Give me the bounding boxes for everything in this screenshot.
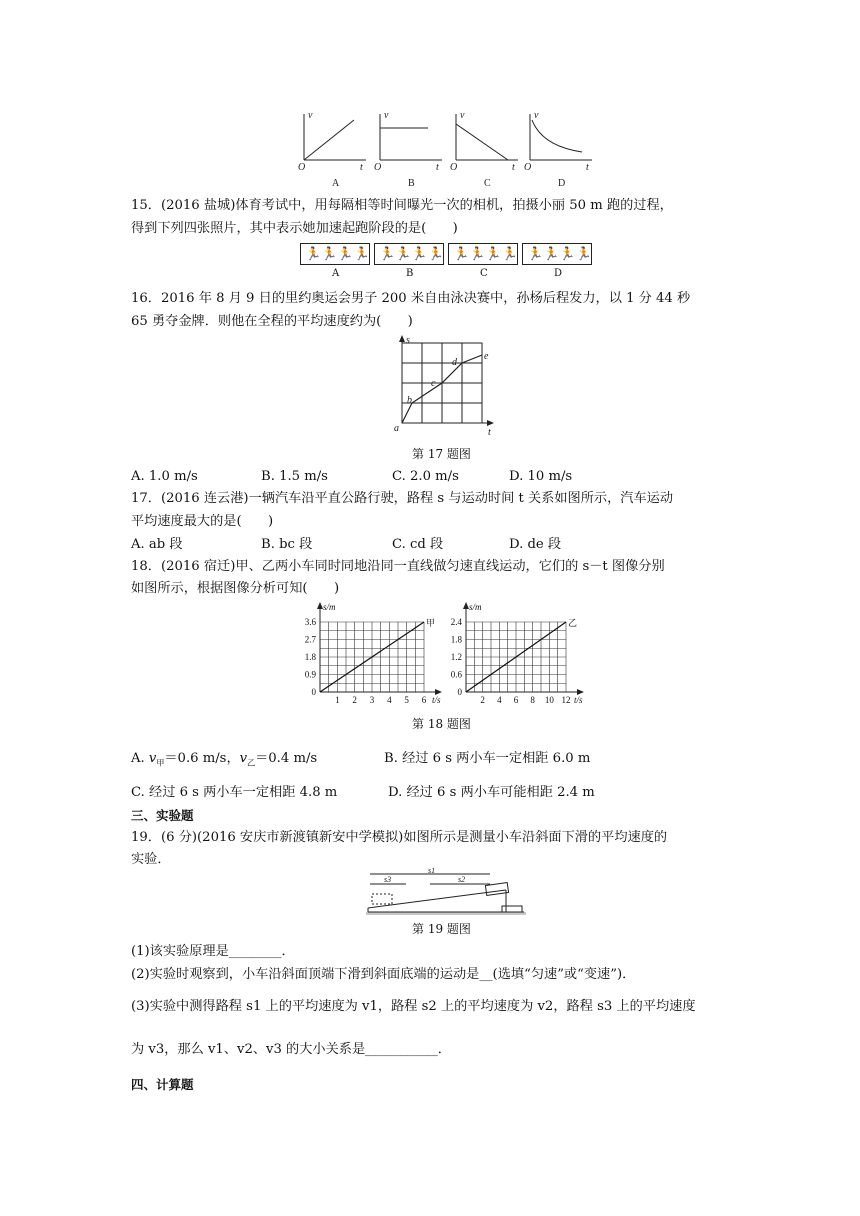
photo-strip-d: 🏃 🏃 🏃 🏃 xyxy=(522,243,592,265)
series-label: 乙 xyxy=(568,618,578,628)
x-tick-label: 2 xyxy=(480,695,485,705)
graph-a-t: t xyxy=(360,162,363,173)
strip-label-b: B xyxy=(406,268,414,279)
fig17-t-label: t xyxy=(488,427,491,438)
q19-text-2: 实验． xyxy=(131,852,171,867)
fig17-point-a: a xyxy=(394,423,399,434)
section-4-heading: 四、计算题 xyxy=(131,1077,194,1092)
strip-label-a: A xyxy=(332,268,340,279)
y-axis-label: s/m xyxy=(469,602,482,612)
fig19-caption: 第 19 题图 xyxy=(412,922,471,936)
q18-option-c: C. 经过 6 s 两小车一定相距 4.8 m xyxy=(131,785,338,800)
section-3-heading: 三、实验题 xyxy=(131,808,194,823)
graph-d-t: t xyxy=(586,162,589,173)
q17-option-d: D. de 段 xyxy=(509,537,562,552)
graph-b-o: O xyxy=(374,162,382,173)
q18-text-1: 18．(2016 宿迁)甲、乙两小车同时同地沿同一直线做匀速直线运动，它们的 s－t 图像分别 xyxy=(131,559,665,574)
x-axis-label: t/s xyxy=(432,695,441,705)
x-tick-label: 10 xyxy=(544,695,554,705)
q17-option-a: A. ab 段 xyxy=(131,537,183,552)
fig17-s-label: s xyxy=(406,335,410,346)
graph-label-c: C xyxy=(484,178,491,189)
y-tick-label: 2.4 xyxy=(450,617,462,627)
fig17-graph xyxy=(390,335,500,440)
q18-option-b: B. 经过 6 s 两小车一定相距 6.0 m xyxy=(384,751,591,766)
fig17-caption: 第 17 题图 xyxy=(412,447,471,461)
q19-part-1: (1)该实验原理是________． xyxy=(131,944,295,959)
q16-option-c: C. 2.0 m/s xyxy=(392,469,459,484)
fig17-point-d: d xyxy=(452,357,457,368)
graph-a-v: v xyxy=(308,110,313,121)
x-tick-label: 12 xyxy=(561,695,571,705)
q18-text-2: 如图所示，根据图像分析可知( ) xyxy=(131,581,340,596)
photo-strip-b: 🏃 🏃 🏃 🏃 xyxy=(374,243,444,265)
q19-part-3b: 为 v3，那么 v1、v2、v3 的大小关系是___________． xyxy=(131,1042,451,1057)
graph-label-b: B xyxy=(408,178,415,189)
graph-a-o: O xyxy=(298,162,306,173)
q19-text-1: 19．(6 分)(2016 安庆市新渡镇新安中学模拟)如图所示是测量小车沿斜面下滑的平均速度的 xyxy=(131,830,668,845)
q16-option-d: D. 10 m/s xyxy=(509,469,573,484)
fig18-caption: 第 18 题图 xyxy=(412,717,471,731)
graph-b-v: v xyxy=(384,110,389,121)
fig19-diagram xyxy=(366,868,526,918)
strip-label-c: C xyxy=(480,268,488,279)
q18-option-a: A. $v_甲=0.6$ m/s，$v_乙=0.4$ m/s xyxy=(131,751,318,768)
q19-part-3a: (3)实验中测得路程 s1 上的平均速度为 v1，路程 s2 上的平均速度为 v2，路程 s3 上的平均速度 xyxy=(131,999,696,1014)
photo-strip-a: 🏃 🏃 🏃 🏃 xyxy=(300,243,370,265)
photo-strip-c: 🏃 🏃 🏃 🏃 xyxy=(448,243,518,265)
graph-c-t: t xyxy=(512,162,515,173)
x-tick-label: 6 xyxy=(421,695,427,705)
fig17-point-e: e xyxy=(484,351,489,362)
q16-text-1: 16．2016 年 8 月 9 日的里约奥运会男子 200 米自由泳决赛中，孙杨后程发力，以 1 分 44 秒 xyxy=(131,291,691,306)
y-tick-label: 1.2 xyxy=(450,652,462,662)
fig19-s1: s1 xyxy=(428,868,436,875)
graph-d-v: v xyxy=(534,110,539,121)
q17-option-b: B. bc 段 xyxy=(261,537,313,552)
q14-graphs xyxy=(290,108,600,190)
q17-text-2: 平均速度最大的是( ) xyxy=(131,514,274,529)
graph-c-v: v xyxy=(460,110,465,121)
x-tick-label: 6 xyxy=(513,695,519,705)
y-tick-label: 1.8 xyxy=(450,634,462,645)
y-tick-label: 0 xyxy=(311,687,316,697)
y-tick-label: 0.9 xyxy=(304,669,316,680)
y-tick-label: 0.6 xyxy=(450,669,462,680)
x-tick-label: 2 xyxy=(352,695,357,705)
fig18-charts xyxy=(280,600,600,712)
fig19-s2: s2 xyxy=(458,875,466,884)
graph-c-o: O xyxy=(450,162,458,173)
graph-b-t: t xyxy=(436,162,439,173)
q16-option-a: A. 1.0 m/s xyxy=(131,469,198,484)
y-tick-label: 2.7 xyxy=(304,634,316,645)
y-axis-label: s/m xyxy=(323,602,336,612)
x-tick-label: 8 xyxy=(530,695,535,705)
fig19-s3: s3 xyxy=(384,875,392,884)
x-tick-label: 1 xyxy=(335,695,340,705)
graph-label-a: A xyxy=(332,178,340,189)
y-tick-label: 1.8 xyxy=(304,652,316,662)
q15-text-2: 得到下列四张照片，其中表示她加速起跑阶段的是( ) xyxy=(131,221,458,236)
x-tick-label: 3 xyxy=(369,695,375,705)
graph-d-o: O xyxy=(524,162,532,173)
fig17-point-b: b xyxy=(407,395,412,406)
series-label: 甲 xyxy=(426,618,436,628)
x-tick-label: 5 xyxy=(404,695,409,705)
q16-text-2: 65 勇夺金牌．则他在全程的平均速度约为( ) xyxy=(131,314,413,329)
fig17-point-c: c xyxy=(431,378,436,389)
strip-label-d: D xyxy=(554,268,563,279)
graph-label-d: D xyxy=(558,178,566,189)
q15-text-1: 15．(2016 盐城)体育考试中，用每隔相等时间曝光一次的相机，拍摄小丽 50 m 跑的过程， xyxy=(131,198,673,213)
y-tick-label: 3.6 xyxy=(304,617,316,627)
q16-option-b: B. 1.5 m/s xyxy=(261,469,328,484)
x-tick-label: 4 xyxy=(387,695,392,705)
y-tick-label: 0 xyxy=(457,687,462,697)
x-tick-label: 4 xyxy=(497,695,502,705)
q19-part-2: (2)实验时观察到，小车沿斜面顶端下滑到斜面底端的运动是__(选填“匀速”或“变速”)． xyxy=(131,967,636,982)
q17-text-1: 17．(2016 连云港)一辆汽车沿平直公路行驶，路程 s 与运动时间 t 关系如图所示，汽车运动 xyxy=(131,491,674,506)
q17-option-c: C. cd 段 xyxy=(392,537,444,552)
x-axis-label: t/s xyxy=(574,695,583,705)
q18-option-d: D. 经过 6 s 两小车可能相距 2.4 m xyxy=(388,785,595,800)
